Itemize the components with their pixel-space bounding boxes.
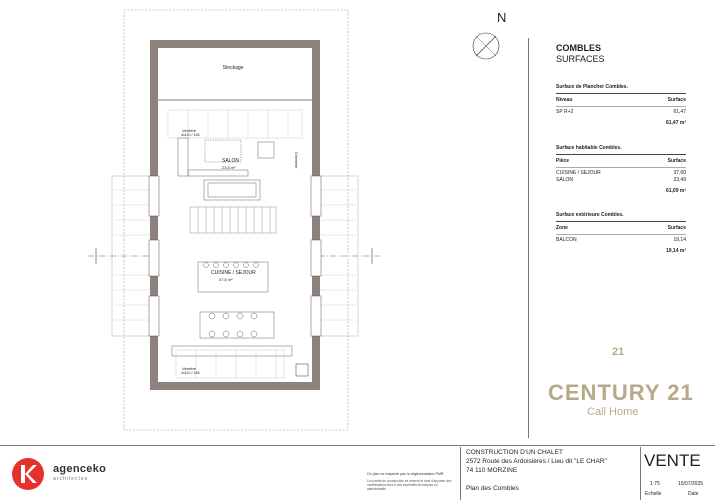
project-line-1: CONSTRUCTION D'UN CHALET [466,449,563,456]
project-line-3: 74 110 MORZINE [466,467,518,474]
table-row [556,170,686,177]
surface-table-habitable [556,145,686,194]
room-dims-verriere-bottom: 4x110 / 148 [181,371,200,375]
scale-value: 1:75 [650,481,660,487]
cell-label: BALCON [556,237,577,243]
room-area-cuisine: 37,6 m² [219,277,233,282]
room-label-verriere-top: Verrière [182,128,197,133]
status-label: VENTE [644,451,701,470]
room-area-salon: 23,5 m² [222,165,236,170]
cell-value: 37,60 [673,170,686,176]
panel-subtitle: SURFACES [556,54,605,64]
table-total: 19,14 m² [665,248,686,254]
table-total: 61,47 m² [665,120,686,126]
room-label-cheminee: Cheminée [294,152,298,169]
room-label-stockage: Stockage [222,65,244,71]
cell-label: SP R+2 [556,109,574,115]
date-value: 15/07/2025 [678,481,704,487]
cell-value: 19,14 [673,237,686,243]
table-heading: Surface extérieure Combles. [556,212,686,222]
surface-table-exterieure [556,212,686,254]
scale-label: Echelle [645,491,662,497]
century21-logo-word: CENTURY 21 [548,380,694,405]
table-heading: Surface habitable Combles. [556,145,686,155]
room-label-salon: SALON [222,158,239,164]
col-header: Zone [556,225,568,231]
col-header: Pièce [556,158,570,164]
agency-name: agenceko [53,463,107,475]
col-header: Surface [667,225,686,231]
panel-divider [528,38,529,438]
project-line-2: 2572 Route des Ardoisières / Lieu dit "LE CHAR" [466,458,607,465]
pmr-note: Ce plan ne respecte pas la réglementation PMR [367,472,444,476]
century21-tagline: Call Home [587,406,639,418]
date-label: Date [688,491,699,497]
legal-note: La société de construction se réserve le droit d'apporter des modifications dues à des impératifs techniques ou administratifs. [367,479,452,491]
cell-label: CUISINE / SEJOUR [556,170,601,176]
table-total: 61,09 m² [665,188,686,194]
agenceko-logo-icon [10,456,46,492]
room-label-cuisine: CUISINE / SEJOUR [211,270,256,276]
room-label-verriere-bottom: Verrière [182,366,197,371]
cell-label: SALON [556,177,573,183]
surface-table-plancher [556,84,686,126]
plan-name: Plan des Combles [466,485,519,492]
cell-value: 23,49 [673,177,686,183]
table-heading: Surface de Plancher Combles. [556,84,686,94]
table-row [556,109,686,116]
century21-emblem-text: 21 [612,346,625,358]
table-row [556,237,686,244]
title-block [0,445,715,501]
agency-subtitle: architectes [53,476,89,482]
col-header: Niveau [556,97,573,103]
room-dims-verriere-top: 4x110 / 148 [181,133,200,137]
north-label: N [497,10,507,25]
table-row [556,177,686,184]
col-header: Surface [667,97,686,103]
col-header: Surface [667,158,686,164]
panel-title: COMBLES [556,43,601,53]
cell-value: 61,47 [673,109,686,115]
